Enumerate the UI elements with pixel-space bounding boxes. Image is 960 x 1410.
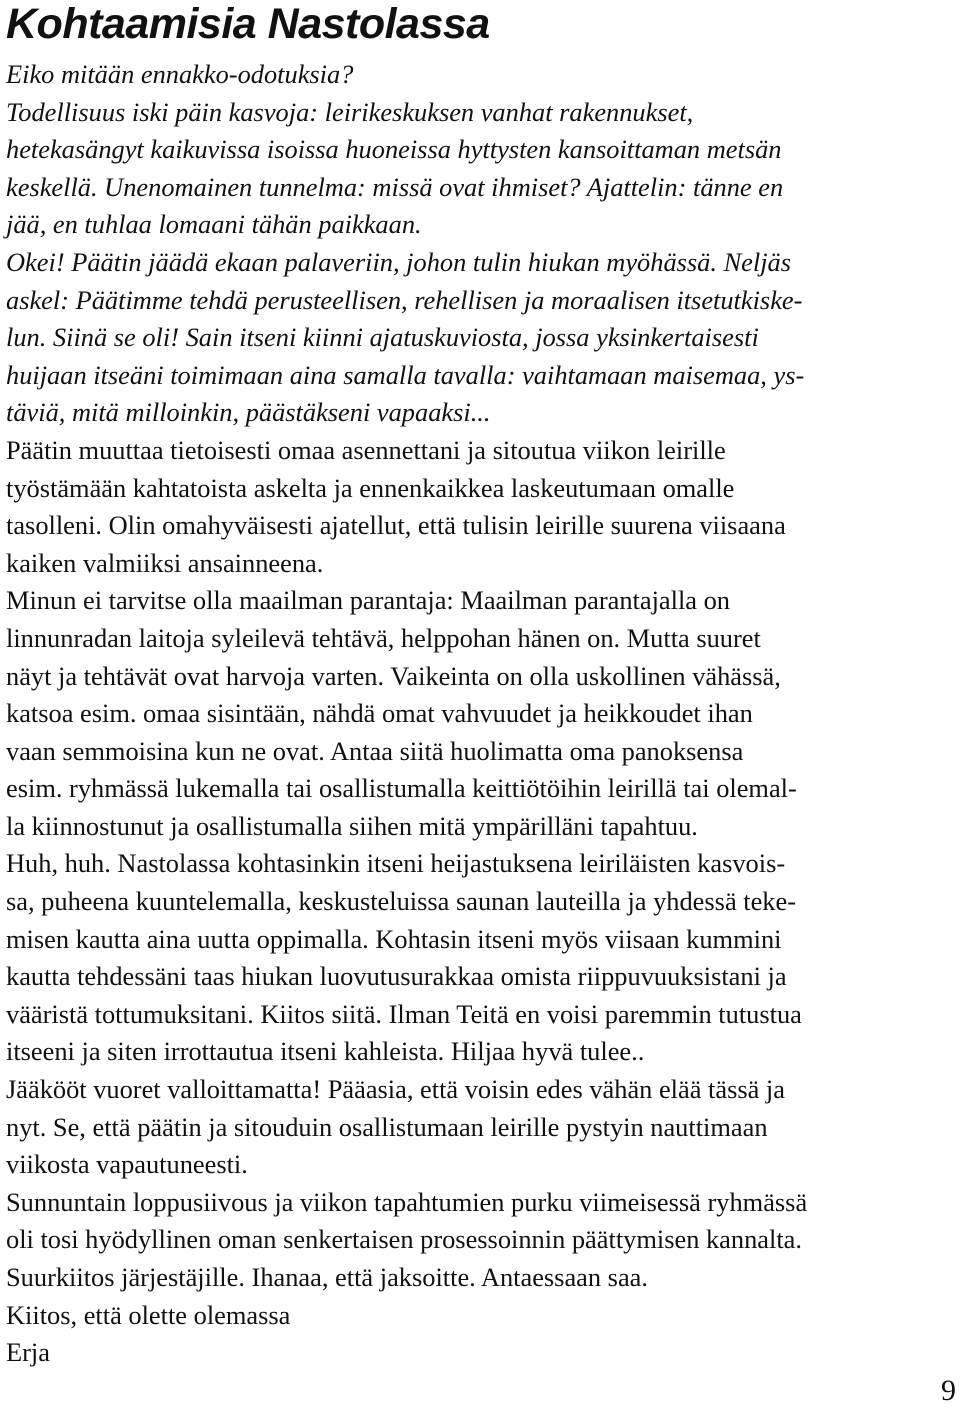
text-line-upright: la kiinnostunut ja osallistumalla siihen mitä ympärilläni tapahtuu. [6, 810, 698, 841]
text-line-upright: itseeni ja siten irrottautua itseni kahleista. Hiljaa hyvä tulee.. [6, 1036, 645, 1067]
text-line-upright: Minun ei tarvitse olla maailman parantaja: Maailman parantajalla on [6, 585, 731, 616]
text-line [6, 1071, 956, 1109]
text-line [6, 56, 956, 94]
text-line-italic: askel: Päätimme tehdä perusteellisen, rehellisen ja moraalisen itsetutkiske- [6, 284, 803, 315]
text-line-upright: Kiitos, että olette olemassa [6, 1299, 291, 1330]
text-line-italic: lun. Siinä se oli! Sain itseni kiinni ajatuskuviosta, jossa yksinkertaisesti [6, 322, 759, 353]
text-line-italic: täviä, mitä milloinkin, päästäkseni vapaaksi... [6, 397, 491, 428]
text-line-italic: Okei! Päätin jäädä ekaan palaveriin, johon tulin hiukan myöhässä. Neljäs [6, 246, 792, 277]
text-line [6, 658, 956, 696]
text-line-upright: Päätin muuttaa tietoisesti omaa asennettani ja sitoutua viikon leirille [6, 434, 726, 465]
text-line-upright: sa, puheena kuuntelemalla, keskusteluissa saunan lauteilla ja yhdessä teke- [6, 886, 796, 917]
text-line [6, 1259, 956, 1297]
text-line-upright: näyt ja tehtävät ovat harvoja varten. Vaikeinta on olla uskollinen vähässä, [6, 660, 781, 691]
text-line-upright: tasolleni. Olin omahyväisesti ajatellut, että tulisin leirille suurena viisaana [6, 510, 786, 541]
text-line-italic: hetekasängyt kaikuvissa isoissa huoneissa hyttysten kansoittaman metsän [6, 134, 782, 165]
text-line [6, 1334, 956, 1372]
text-line-upright: kautta tehdessäni taas hiukan luovutusurakkaa omista riippuvuuksistani ja [6, 961, 787, 992]
article-title: Kohtaamisia Nastolassa [6, 0, 490, 48]
text-line-upright: viikosta vapautuneesti. [6, 1149, 248, 1180]
text-line [6, 244, 956, 282]
text-line-upright: työstämään kahtatoista askelta ja ennenkaikkea laskeutumaan omalle [6, 472, 735, 503]
text-line-upright: nyt. Se, että päätin ja sitouduin osallistumaan leirille pystyin nauttimaan [6, 1111, 768, 1142]
text-line [6, 808, 956, 846]
text-line [6, 1221, 956, 1259]
text-line [6, 1033, 956, 1071]
text-line-italic: huijaan itseäni toimimaan aina samalla tavalla: vaihtamaan maisemaa, ys- [6, 359, 805, 390]
text-line [6, 958, 956, 996]
text-line-upright: misen kautta aina uutta oppimalla. Kohtasin itseni myös viisaan kummini [6, 923, 782, 954]
text-line-upright: vääristä tottumuksitani. Kiitos siitä. Ilman Teitä en voisi paremmin tutustua [6, 998, 802, 1029]
text-line [6, 845, 956, 883]
text-line-italic: keskellä. Unenomainen tunnelma: missä ovat ihmiset? Ajattelin: tänne en [6, 171, 784, 202]
text-line [6, 582, 956, 620]
text-line-upright: oli tosi hyödyllinen oman senkertaisen prosessoinnin päättymisen kannalta. [6, 1224, 802, 1255]
text-line-upright: katsoa esim. omaa sisintään, nähdä omat vahvuudet ja heikkoudet ihan [6, 698, 753, 729]
text-line-upright: Suurkiitos järjestäjille. Ihanaa, että jaksoitte. Antaessaan saa. [6, 1262, 648, 1292]
text-line [6, 470, 956, 508]
text-line [6, 206, 956, 244]
text-line-upright: Huh, huh. Nastolassa kohtasinkin itseni heijastuksena leiriläisten kasvois- [6, 848, 786, 879]
text-line-italic: jää, en tuhlaa lomaani tähän paikkaan. [6, 209, 422, 240]
text-line-upright: kaiken valmiiksi ansainneena. [6, 547, 324, 578]
text-line-upright: Sunnuntain loppusiivous ja viikon tapahtumien purku viimeisessä ryhmässä [6, 1186, 808, 1217]
text-line [6, 733, 956, 771]
text-line [6, 1109, 956, 1147]
text-line [6, 545, 956, 583]
page-number: 9 [941, 1374, 956, 1407]
text-line [6, 94, 956, 132]
text-line [6, 996, 956, 1034]
text-line [6, 921, 956, 959]
text-line [6, 357, 956, 395]
text-line [6, 319, 956, 357]
text-line [6, 131, 956, 169]
text-line [6, 883, 956, 921]
text-line [6, 620, 956, 658]
text-line [6, 1297, 956, 1335]
text-line [6, 695, 956, 733]
text-line [6, 282, 956, 320]
text-line [6, 507, 956, 545]
text-line-upright: linnunradan laitoja syleilevä tehtävä, helppohan hänen on. Mutta suuret [6, 622, 761, 653]
text-line-upright: Erja [6, 1337, 50, 1368]
text-line-italic: Eiko mitään ennakko-odotuksia? [6, 59, 354, 89]
article-body [6, 56, 956, 1372]
text-line [6, 394, 956, 432]
text-line-upright: esim. ryhmässä lukemalla tai osallistumalla keittiötöihin leirillä tai olemal- [6, 773, 797, 804]
text-line [6, 432, 956, 470]
text-line [6, 169, 956, 207]
text-line [6, 1146, 956, 1184]
text-line-upright: Jääkööt vuoret valloittamatta! Pääasia, että voisin edes vähän elää tässä ja [6, 1074, 785, 1105]
text-line-italic: Todellisuus iski päin kasvoja: leirikeskuksen vanhat rakennukset, [6, 96, 694, 127]
text-line [6, 770, 956, 808]
text-line-upright: vaan semmoisina kun ne ovat. Antaa siitä huolimatta oma panoksensa [6, 735, 744, 766]
text-line [6, 1184, 956, 1222]
